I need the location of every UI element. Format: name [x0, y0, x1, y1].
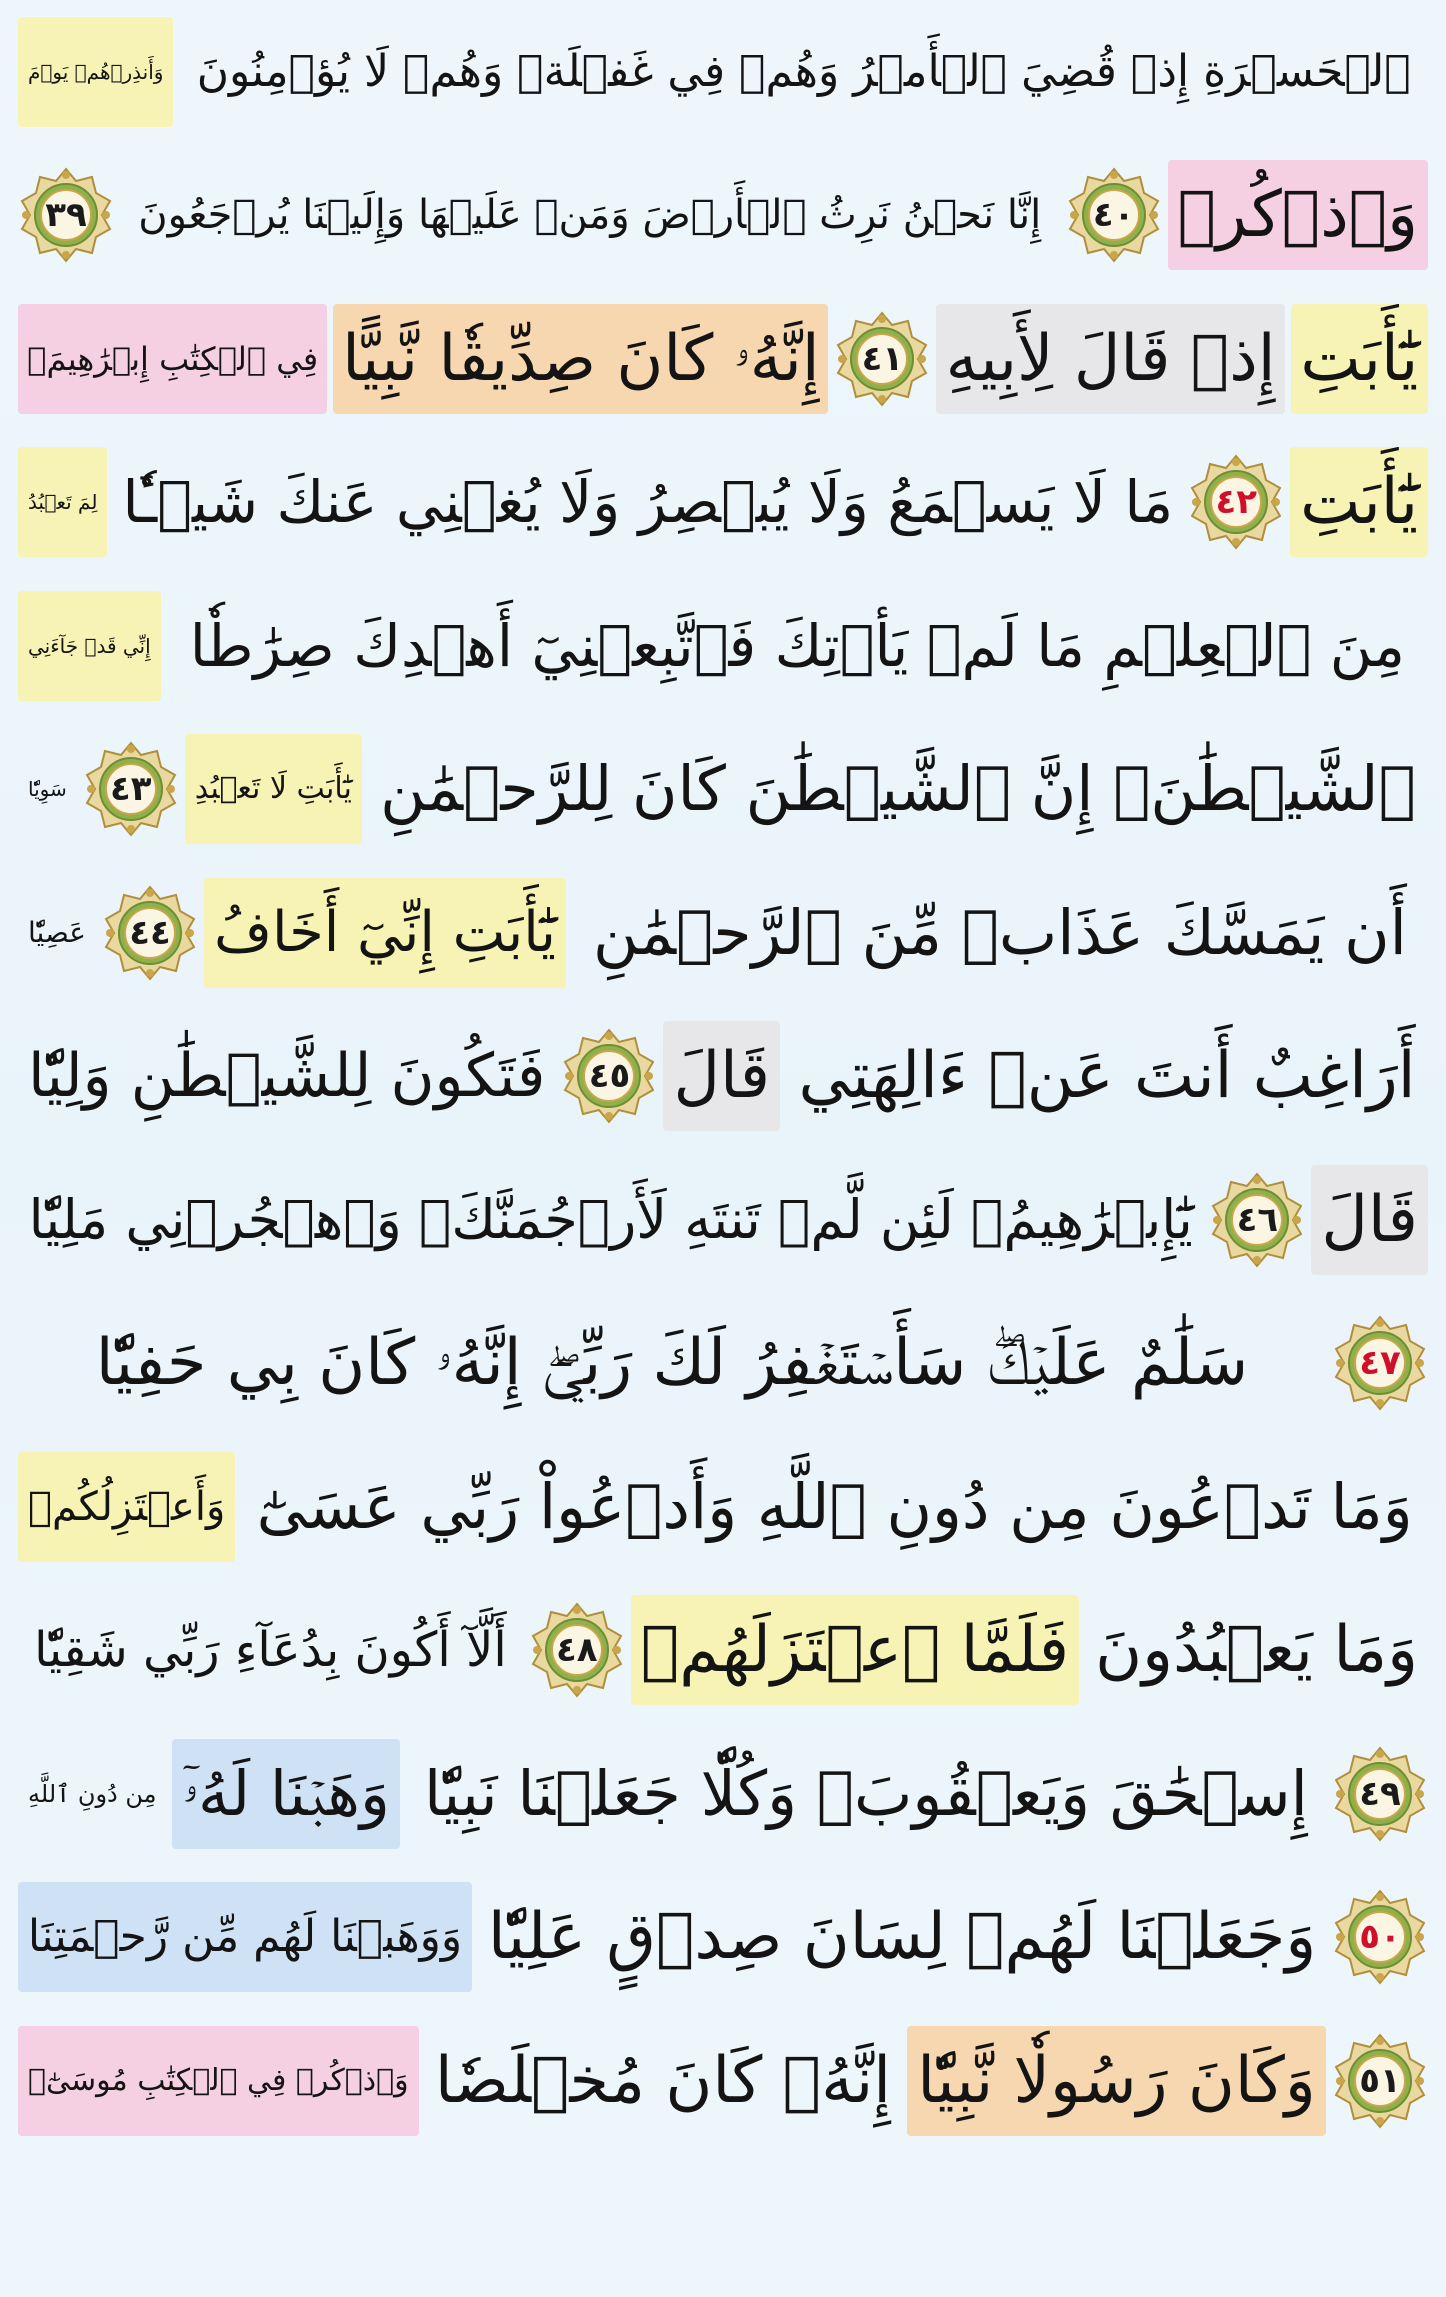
highlighted-phrase: يَٰٓأَبَتِ	[1290, 447, 1428, 557]
highlighted-phrase: يَٰٓأَبَتِ	[1291, 304, 1428, 414]
highlighted-phrase: وَأَعۡتَزِلُكُمۡ	[18, 1452, 235, 1562]
ayah-end-ornament-icon[interactable]	[1188, 454, 1284, 550]
verse-text: وَمَا تَدۡعُونَ مِن دُونِ ٱللَّهِ وَأَدۡعُواْ رَبِّي عَسَىٰٓ	[256, 1469, 1413, 1543]
ayah-number: ٤٣	[109, 769, 152, 810]
verse-text: إِسۡحَٰقَ وَيَعۡقُوبَۖ وَكُلّٗا جَعَلۡنَا نَبِيّٗا	[424, 1756, 1308, 1830]
highlighted-phrase: قَالَ	[663, 1021, 780, 1131]
verse-text: وَمَا يَعۡبُدُونَ	[1095, 1613, 1418, 1688]
ayah-number: ٥١	[1359, 2060, 1401, 2101]
verse-text: فَتَكُونَ لِلشَّيۡطَٰنِ وَلِيّٗا	[28, 1041, 546, 1112]
ayah-number: ٤٤	[129, 912, 171, 953]
ayah-number: ٤٢	[1215, 482, 1257, 523]
text-line-7	[14, 861, 1432, 1005]
highlighted-phrase: وَكَانَ رَسُولٗا نَّبِيّٗا	[907, 2026, 1326, 2136]
ayah-number: ٤٨	[556, 1630, 598, 1671]
highlighted-phrase: إِنِّي قَدۡ جَآءَنِي	[18, 591, 161, 701]
verse-text: عَصِيّٗا	[28, 915, 86, 949]
ayah-number: ٥٠	[1359, 1917, 1401, 1958]
verse-text: يَٰٓإِبۡرَٰهِيمُۖ لَئِن لَّمۡ تَنتَهِ لَأَرۡجُمَنَّكَۖ وَٱهۡجُرۡنِي مَلِيّٗا	[28, 1187, 1193, 1251]
highlighted-phrase: فِي ٱلۡكِتَٰبِ إِبۡرَٰهِيمَۚ	[18, 304, 327, 414]
ayah-number: ٤١	[861, 338, 904, 379]
ayah-end-ornament-icon[interactable]	[1066, 167, 1162, 263]
ayah-end-ornament-icon[interactable]	[561, 1028, 657, 1124]
highlighted-phrase: إِنَّهُۥ كَانَ صِدِّيقٗا نَّبِيًّا	[333, 304, 828, 414]
text-line-3	[14, 287, 1432, 431]
text-line-4	[14, 431, 1432, 575]
text-line-2	[14, 144, 1432, 288]
verse-text: إِنَّهُۥ كَانَ مُخۡلَصٗا	[434, 2043, 891, 2118]
ayah-number: ٤٥	[588, 1056, 631, 1097]
highlighted-phrase: وَوَهَبۡنَا لَهُم مِّن رَّحۡمَتِنَا	[18, 1882, 472, 1992]
highlighted-phrase: يَٰٓأَبَتِ لَا تَعۡبُدِ	[185, 734, 362, 844]
verse-text: أَرَاغِبٌ أَنتَ عَنۡ ءَالِهَتِي	[798, 1039, 1416, 1114]
highlighted-phrase: وَأَنذِرۡهُمۡ يَوۡمَ	[18, 17, 173, 127]
verse-text: سَلَٰمٌ عَلَيۡكَۖ سَأَسۡتَغۡفِرُ لَكَ رَبِّيٓۖ إِنَّهُۥ كَانَ بِي حَفِيّٗا	[95, 1326, 1249, 1401]
highlighted-phrase: قَالَ	[1311, 1165, 1428, 1275]
text-line-12	[14, 1579, 1432, 1723]
text-line-5	[14, 574, 1432, 718]
verse-text: سَوِيّٗا	[28, 777, 67, 802]
highlighted-phrase: فَلَمَّا ٱعۡتَزَلَهُمۡ	[631, 1595, 1079, 1705]
ayah-end-ornament-icon[interactable]	[1332, 1315, 1428, 1411]
verse-text: مِن دُونِ ٱللَّهِ	[28, 1779, 157, 1808]
text-line-10	[14, 1292, 1432, 1436]
highlighted-phrase: إِذۡ قَالَ لِأَبِيهِ	[936, 304, 1284, 414]
ayah-number: ٤٦	[1236, 1199, 1279, 1240]
ayah-end-ornament-icon[interactable]	[1332, 1889, 1428, 1985]
ayah-end-ornament-icon[interactable]	[18, 167, 114, 263]
verse-text: مَا لَا يَسۡمَعُ وَلَا يُبۡصِرُ وَلَا يُغۡنِي عَنكَ شَيۡـٔٗا	[122, 468, 1174, 537]
highlighted-phrase: يَٰٓأَبَتِ إِنِّيٓ أَخَافُ	[204, 878, 566, 988]
verse-text: أَلَّآ أَكُونَ بِدُعَآءِ رَبِّي شَقِيّٗا	[34, 1622, 507, 1679]
ayah-end-ornament-icon[interactable]	[529, 1602, 625, 1698]
verse-text: إِنَّا نَحۡنُ نَرِثُ ٱلۡأَرۡضَ وَمَنۡ عَلَيۡهَا وَإِلَيۡنَا يُرۡجَعُونَ	[138, 192, 1042, 239]
ayah-number: ٤٩	[1359, 1773, 1401, 1814]
highlighted-phrase: وَٱذۡكُرۡ	[1168, 160, 1428, 270]
ayah-end-ornament-icon[interactable]	[1209, 1172, 1305, 1268]
ayah-end-ornament-icon[interactable]	[834, 311, 930, 407]
text-line-8	[14, 1005, 1432, 1149]
ayah-end-ornament-icon[interactable]	[1332, 2033, 1428, 2129]
highlighted-phrase: لِمَ تَعۡبُدُ	[18, 447, 107, 557]
text-line-9	[14, 1148, 1432, 1292]
text-line-13	[14, 1722, 1432, 1866]
text-line-11	[14, 1435, 1432, 1579]
ayah-number: ٤٠	[1092, 195, 1135, 236]
verse-text: وَجَعَلۡنَا لَهُمۡ لِسَانَ صِدۡقٍ عَلِيّٗا	[487, 1900, 1317, 1975]
ayah-number: ٤٧	[1359, 1343, 1401, 1384]
ayah-end-ornament-icon[interactable]	[83, 741, 179, 837]
ayah-end-ornament-icon[interactable]	[1332, 1746, 1428, 1842]
verse-text: ٱلشَّيۡطَٰنَۖ إِنَّ ٱلشَّيۡطَٰنَ كَانَ لِلرَّحۡمَٰنِ	[380, 752, 1416, 826]
text-line-14	[14, 1866, 1432, 2010]
ayah-number: ٣٩	[45, 195, 87, 236]
verse-text: أَن يَمَسَّكَ عَذَابٞ مِّنَ ٱلرَّحۡمَٰنِ	[593, 895, 1407, 969]
highlighted-phrase: وَهَبۡنَا لَهُۥٓ	[172, 1739, 399, 1849]
verse-text: ٱلۡحَسۡرَةِ إِذۡ قُضِيَ ٱلۡأَمۡرُ وَهُمۡ فِي غَفۡلَةٖ وَهُمۡ لَا يُؤۡمِنُونَ	[196, 45, 1411, 97]
highlighted-phrase: وَٱذۡكُرۡ فِي ٱلۡكِتَٰبِ مُوسَىٰٓۚ	[18, 2026, 419, 2136]
ayah-end-ornament-icon[interactable]	[102, 885, 198, 981]
text-line-1	[14, 0, 1432, 144]
text-line-6	[14, 718, 1432, 862]
verse-text: مِنَ ٱلۡعِلۡمِ مَا لَمۡ يَأۡتِكَ فَٱتَّبِعۡنِيٓ أَهۡدِكَ صِرَٰطٗا	[189, 611, 1405, 680]
text-line-15	[14, 2009, 1432, 2153]
